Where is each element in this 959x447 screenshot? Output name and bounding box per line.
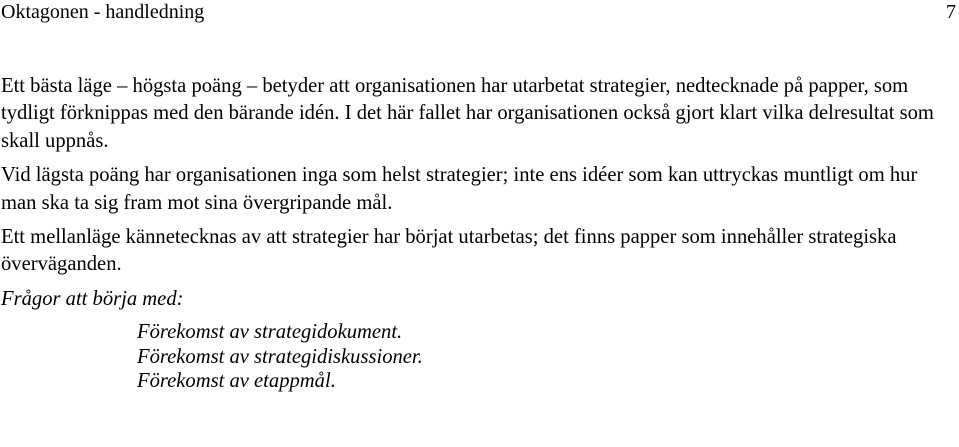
paragraph-intermediate-level: Ett mellanläge kännetecknas av att strategier har börjat utarbetas; det finns papper som innehåller strategiska överväganden. <box>1 226 897 276</box>
page-header <box>1 0 956 26</box>
paragraph-best-level: Ett bästa läge – högsta poäng – betyder att organisationen har utarbetat strategier, nedtecknade på papper, som tydligt förknippas med den bärande idén. I det här fallet har organisationen också gjort klart vilka delresultat som skall uppnås. <box>1 75 934 152</box>
list-item: Förekomst av etappmål. <box>137 370 336 393</box>
questions-list <box>1 320 951 394</box>
document-body <box>1 73 951 394</box>
document-title: Oktagonen - handledning <box>1 1 205 23</box>
list-item: Förekomst av strategidokument. <box>137 321 403 344</box>
page-number: 7 <box>946 1 956 23</box>
questions-heading: Frågor att börja med: <box>1 287 184 310</box>
list-item: Förekomst av strategidiskussioner. <box>137 345 423 368</box>
paragraph-lowest-score: Vid lägsta poäng har organisationen inga som helst strategier; inte ens idéer som kan uttryckas muntligt om hur man ska ta sig fram mot sina övergripande mål. <box>1 164 918 214</box>
